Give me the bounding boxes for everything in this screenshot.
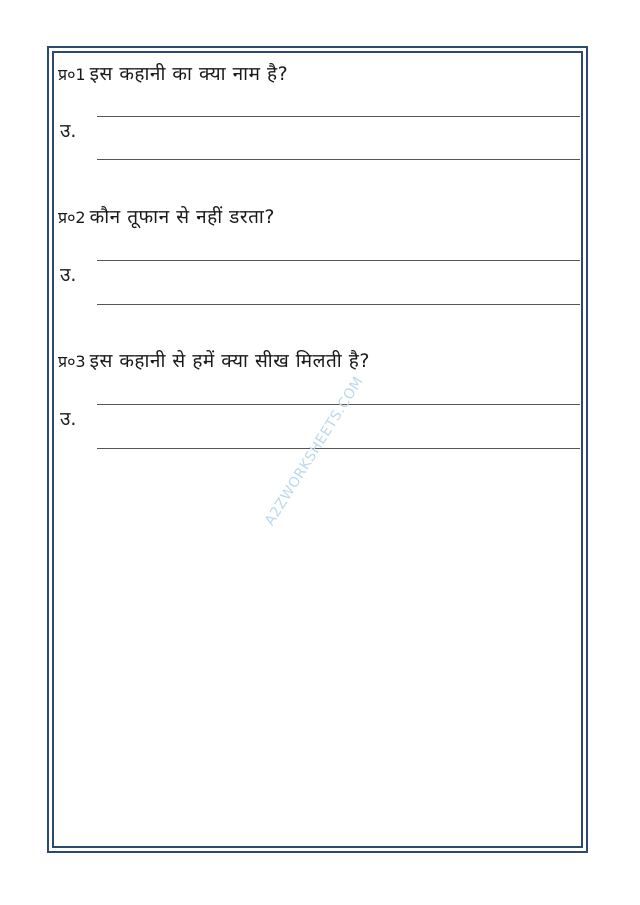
answer-3-label: उ. bbox=[60, 408, 77, 430]
question-3 bbox=[58, 349, 370, 374]
answer-3-line-2[interactable] bbox=[97, 448, 580, 449]
answer-2-label: उ. bbox=[60, 264, 77, 286]
answer-1-line-2[interactable] bbox=[97, 159, 580, 160]
question-3-number: प्र०3 bbox=[58, 352, 86, 371]
question-2-text: कौन तूफान से नहीं डरता? bbox=[89, 206, 275, 228]
question-2 bbox=[58, 205, 275, 230]
answer-2-line-2[interactable] bbox=[97, 304, 580, 305]
question-2-number: प्र०2 bbox=[58, 208, 86, 227]
answer-2-line-1[interactable] bbox=[97, 260, 580, 261]
question-1 bbox=[58, 62, 288, 87]
question-3-text: इस कहानी से हमें क्या सीख मिलती है? bbox=[89, 350, 370, 372]
answer-1-label: उ. bbox=[60, 120, 77, 142]
answer-1-line-1[interactable] bbox=[97, 116, 580, 117]
question-1-number: प्र०1 bbox=[58, 65, 86, 84]
watermark: A2ZWORKSHEETS.COM bbox=[262, 373, 367, 529]
question-1-text: इस कहानी का क्या नाम है? bbox=[89, 63, 289, 85]
